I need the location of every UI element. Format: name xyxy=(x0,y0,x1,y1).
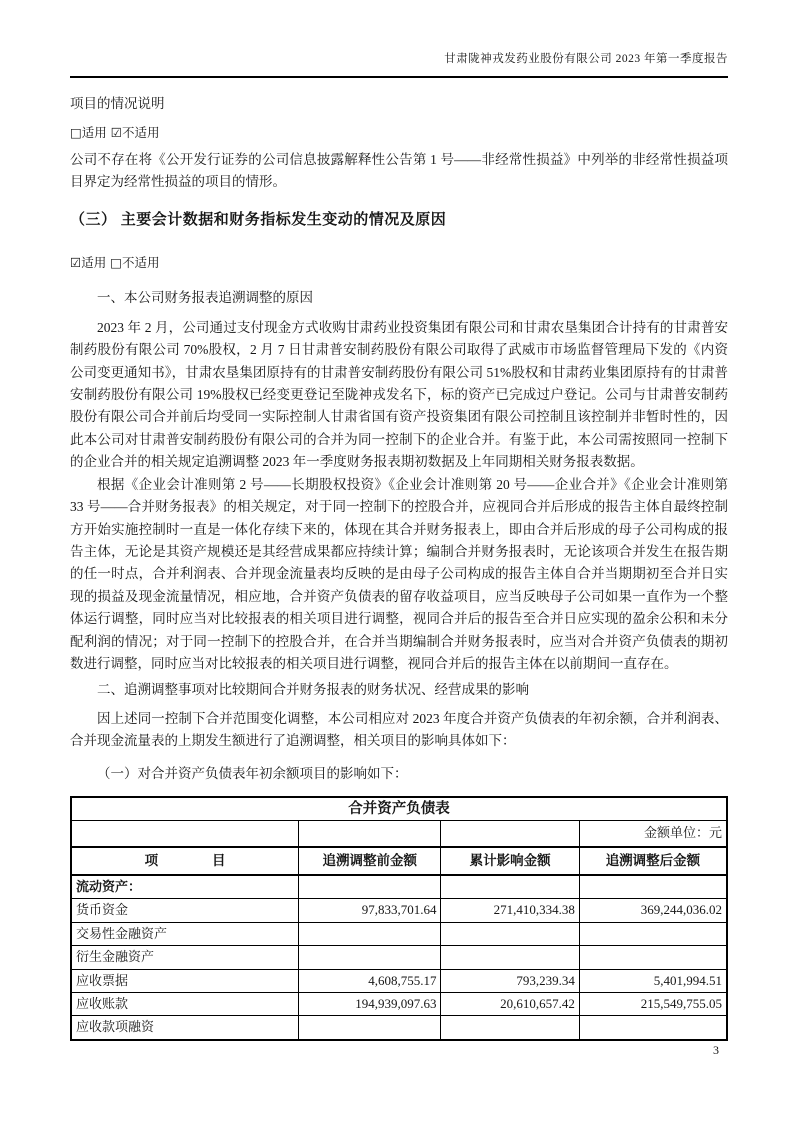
row-item-label: 衍生金融资产 xyxy=(71,946,299,969)
row-after-value: 5,401,994.51 xyxy=(579,969,727,992)
table-title: 合并资产负债表 xyxy=(71,797,727,821)
unit-row-empty-cell xyxy=(71,821,299,847)
table-row xyxy=(71,946,727,969)
row-item-label: 交易性金融资产 xyxy=(71,922,299,945)
amount-unit-note: 金额单位：元 xyxy=(579,821,727,847)
empty-cell xyxy=(441,875,579,899)
unit-row-empty-cell xyxy=(441,821,579,847)
row-after-value: 215,549,755.05 xyxy=(579,992,727,1015)
table-header-row xyxy=(71,847,727,875)
paragraph-acquisition: 2023 年 2 月，公司通过支付现金方式收购甘肃药业投资集团有限公司和甘肃农垦集团合计持有的甘肃普安制药股份有限公司 70%股权，2 月 7 日甘肃普安制药股份有限公司取得了武威市市场监督管理局下发的《内资公司变更通知书》，甘肃农垦集团原持有的甘肃普安制药股份有限公司 51%股权和甘肃药业集团原持有的甘肃普安制药股份有限公司 19%股权已经变更登记至陇神戎发名下，标的资产已完成过户登记。公司与甘肃普安制药股份有限公司合并前后均受同一实际控制人甘肃省国有资产投资集团有限公司控制且该控制并非暂时性的，因此本公司对甘肃普安制药股份有限公司的合并为同一控制下的企业合并。有鉴于此，本公司需按照同一控制下的企业合并的相关规定追溯调整 2023 年一季度财务报表期初数据及上年同期相关财务报表数据。 xyxy=(70,319,728,470)
column-header-item: 项 目 xyxy=(71,847,299,875)
applicability-checkboxes-2: ☑适用 □不适用 xyxy=(70,255,160,271)
row-before-value xyxy=(299,946,441,969)
row-item-label: 应收票据 xyxy=(71,969,299,992)
table-row xyxy=(71,1016,727,1040)
report-header-title: 甘肃陇神戎发药业股份有限公司 2023 年第一季度报告 xyxy=(70,52,728,78)
balance-sheet-table xyxy=(70,796,728,1041)
empty-cell xyxy=(299,875,441,899)
row-after-value xyxy=(579,922,727,945)
table-row xyxy=(71,899,727,922)
unit-row-empty-cell xyxy=(299,821,441,847)
table-group-row xyxy=(71,875,727,899)
row-before-value: 97,833,701.64 xyxy=(299,899,441,922)
table-title-row xyxy=(71,797,727,821)
row-before-value: 194,939,097.63 xyxy=(299,992,441,1015)
table-row xyxy=(71,969,727,992)
row-cumulative-value xyxy=(441,1016,579,1040)
row-after-value xyxy=(579,1016,727,1040)
column-header-before: 追溯调整前金额 xyxy=(299,847,441,875)
subsection-1-heading: 一、本公司财务报表追溯调整的原因 xyxy=(97,290,313,306)
row-item-label: 应收款项融资 xyxy=(71,1016,299,1040)
row-after-value xyxy=(579,946,727,969)
row-cumulative-value: 793,239.34 xyxy=(441,969,579,992)
row-cumulative-value xyxy=(441,946,579,969)
section-3-heading: （三） 主要会计数据和财务指标发生变动的情况及原因 xyxy=(70,211,447,228)
applicability-checkboxes-1: □适用 ☑不适用 xyxy=(70,125,160,141)
note-body-paragraph: 公司不存在将《公开发行证券的公司信息披露解释性公告第 1 号——非经常性损益》中列举的非经常性损益项目界定为经常性损益的项目的情形。 xyxy=(70,151,728,190)
table-row xyxy=(71,922,727,945)
paragraph-adjustment-impact: 因上述同一控制下合并范围变化调整，本公司相应对 2023 年度合并资产负债表的年初余额，合并利润表、合并现金流量表的上期发生额进行了追溯调整，相关项目的影响具体如下： xyxy=(70,710,728,749)
page-number: 3 xyxy=(713,1043,719,1057)
row-cumulative-value: 20,610,657.42 xyxy=(441,992,579,1015)
row-before-value: 4,608,755.17 xyxy=(299,969,441,992)
row-after-value: 369,244,036.02 xyxy=(579,899,727,922)
row-before-value xyxy=(299,1016,441,1040)
row-cumulative-value: 271,410,334.38 xyxy=(441,899,579,922)
table-row xyxy=(71,992,727,1015)
column-header-cumulative: 累计影响金额 xyxy=(441,847,579,875)
paragraph-accounting-standards: 根据《企业会计准则第 2 号——长期股权投资》《企业会计准则第 20 号——企业合并》《企业会计准则第 33 号——合并财务报表》的相关规定，对于同一控制下的控股合并，应视同合并后形成的报告主体自最终控制方开始实施控制时一直是一体化存续下来的，体现在其合并财务报表上，即由合并后形成的母子公司构成的报告主体，无论是其资产规模还是其经营成果都应持续计算；编制合并财务报表时，无论该项合并发生在报告期的任一时点，合并利润表、合并现金流量表均反映的是由母子公司构成的报告主体自合并当期期初至合并日实现的损益及现金流量情况，相应地，合并资产负债表的留存收益项目，应当反映母子公司如果一直作为一个整体运行调整，同时应当对比较报表的相关项目进行调整，视同合并后的报告至合并日应实现的盈余公积和未分配利润的情况；对于同一控制下的控股合并，在合并当期编制合并财务报表时，应当对合并资产负债表的期初数进行调整，同时应当对比较报表的相关项目进行调整，视同合并后的报告主体在以前期间一直存在。 xyxy=(70,476,728,671)
empty-cell xyxy=(579,875,727,899)
row-item-label: 货币资金 xyxy=(71,899,299,922)
row-before-value xyxy=(299,922,441,945)
row-item-label: 应收账款 xyxy=(71,992,299,1015)
group-label-current-assets: 流动资产： xyxy=(71,875,299,899)
row-cumulative-value xyxy=(441,922,579,945)
subsection-2-heading: 二、追溯调整事项对比较期间合并财务报表的财务状况、经营成果的影响 xyxy=(97,682,529,698)
unit-row xyxy=(71,821,727,847)
subsection-2-1-heading: （一）对合并资产负债表年初余额项目的影响如下： xyxy=(97,765,408,781)
note-title: 项目的情况说明 xyxy=(70,96,165,111)
column-header-after: 追溯调整后金额 xyxy=(579,847,727,875)
